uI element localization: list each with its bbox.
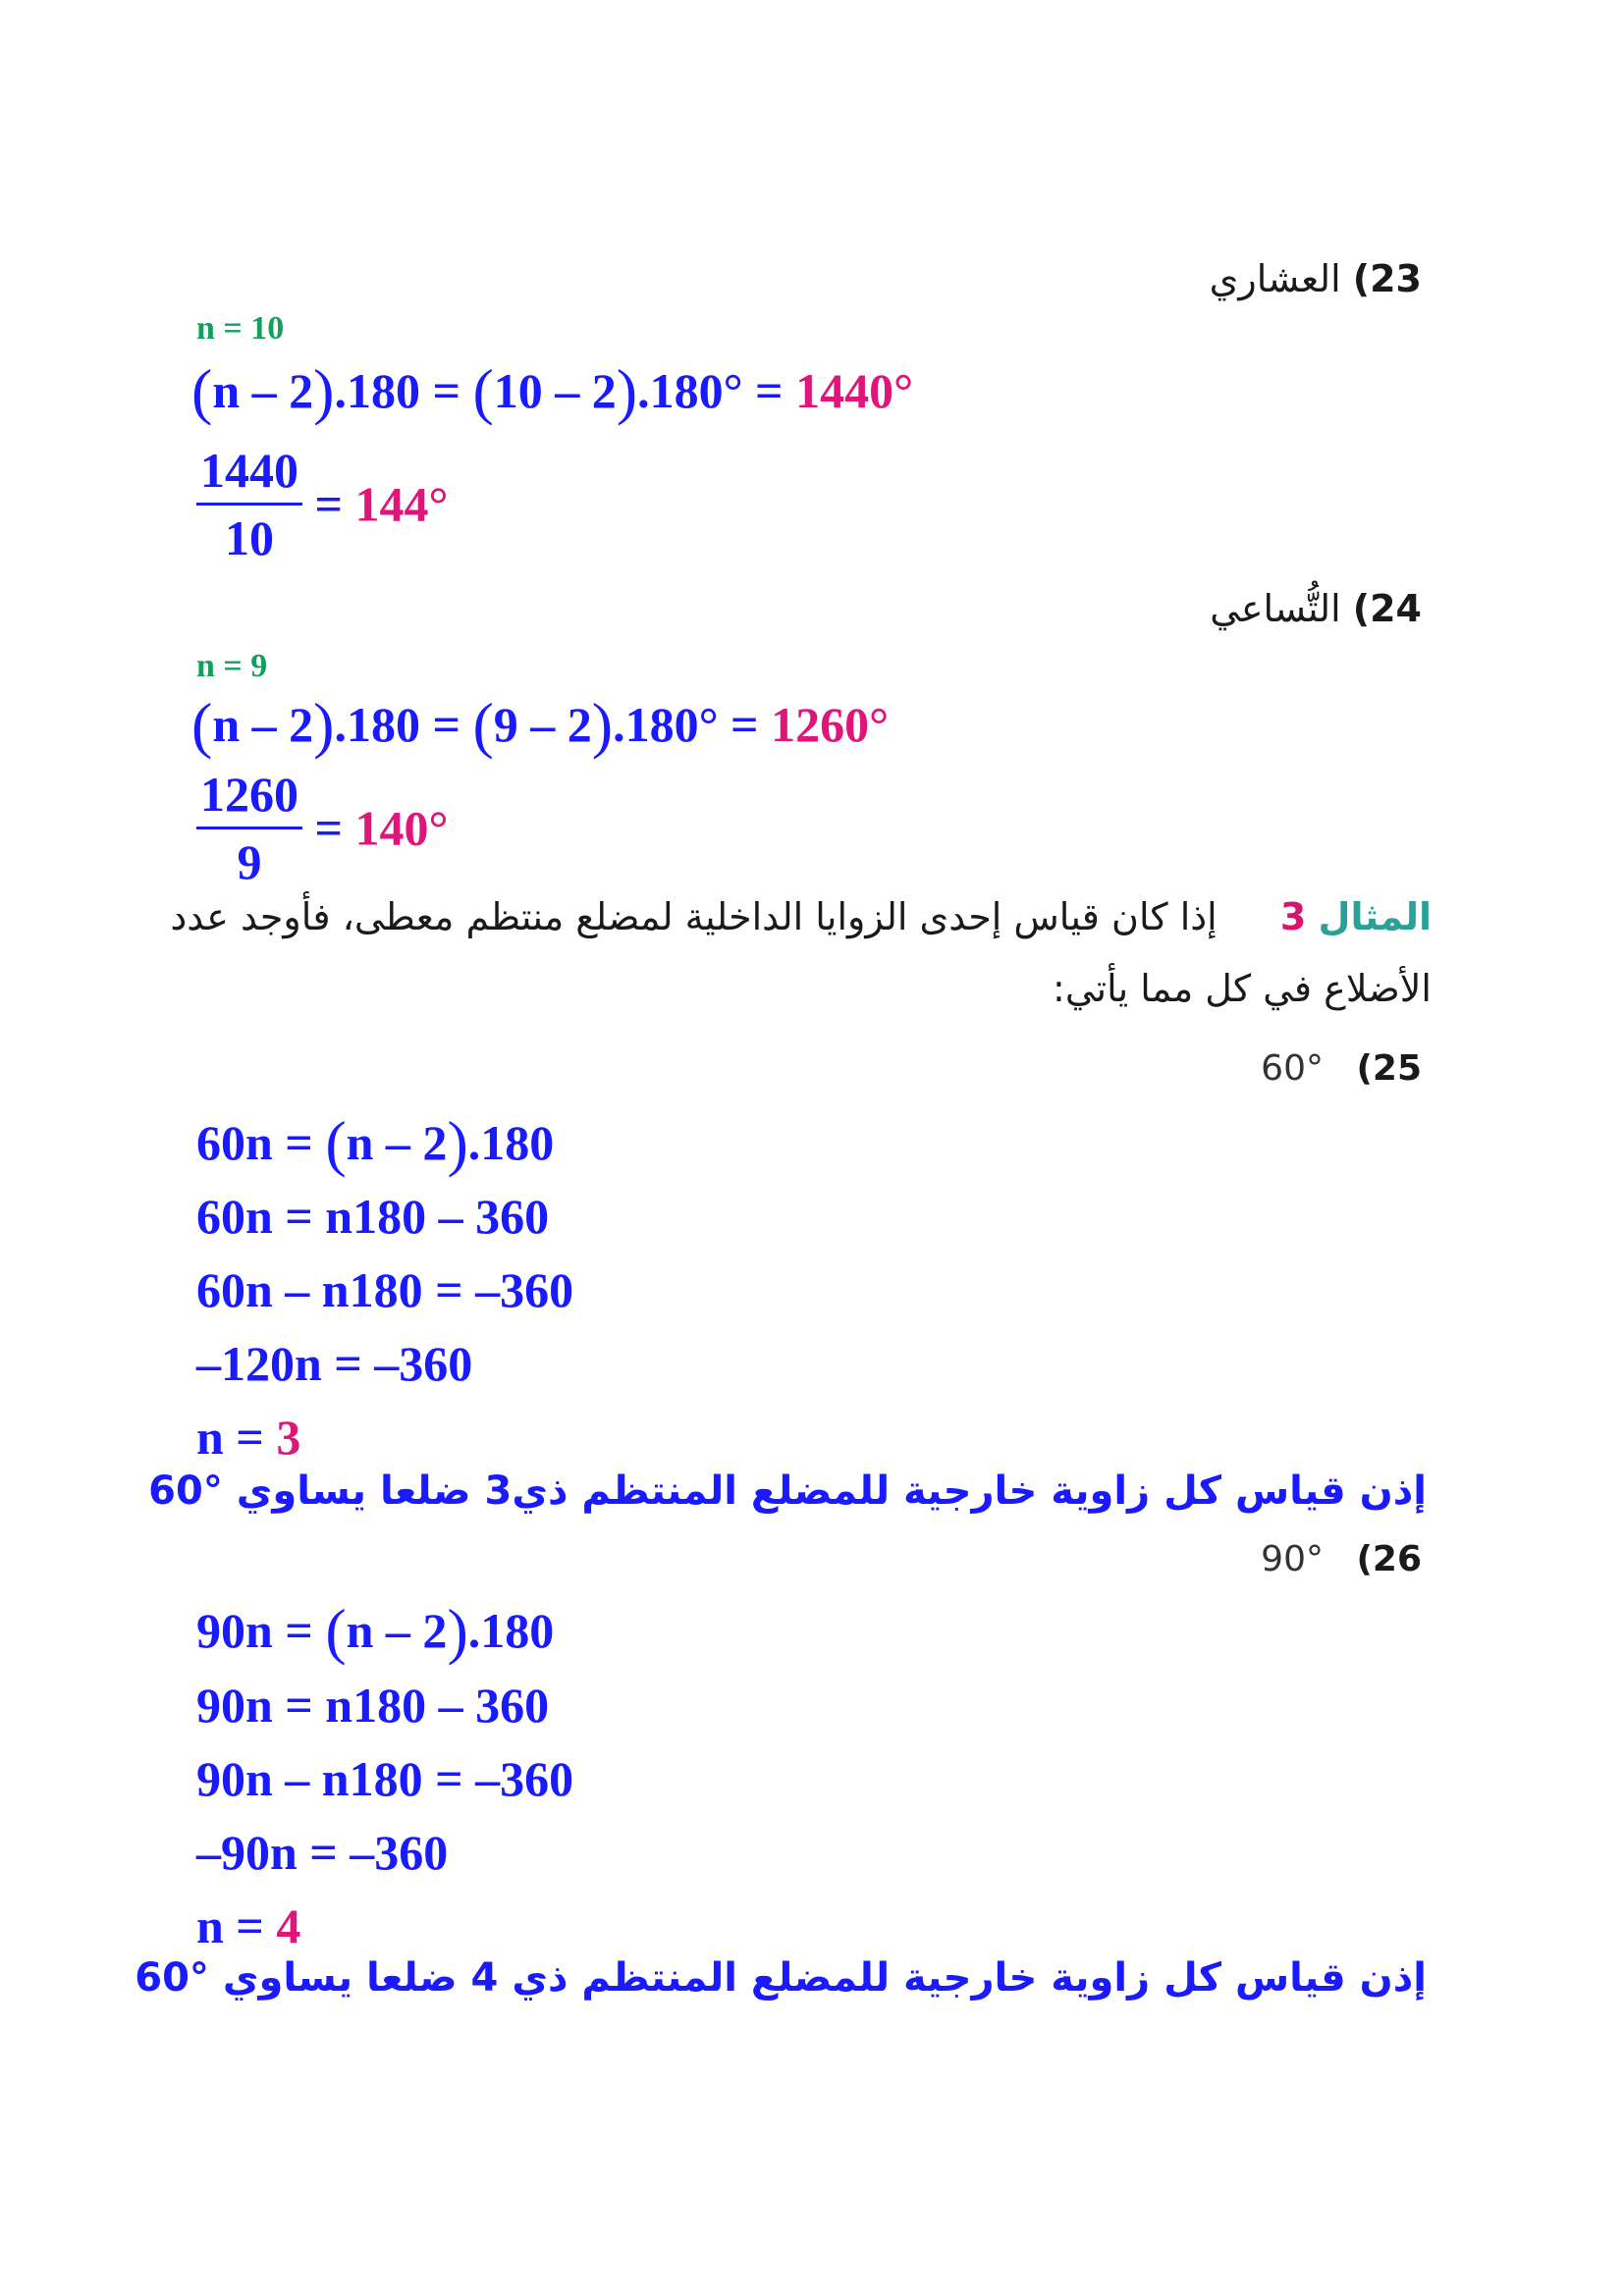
solution-23-interior-angle: 144° xyxy=(354,476,449,532)
example-3-text-line-2: الأضلاع في كل مما يأتي: xyxy=(1053,967,1432,1010)
question-23-header xyxy=(1210,257,1422,300)
question-25-angle: 60° xyxy=(1261,1048,1324,1089)
solution-26-line-3: 90n – n180 = –360 xyxy=(196,1751,574,1806)
solution-23-fraction: $\frac{1440}{10}$ = 144° xyxy=(196,442,449,566)
fraction-denominator: 9 xyxy=(237,834,262,889)
question-25-number: (25 xyxy=(1356,1048,1422,1089)
question-25-header xyxy=(1261,1048,1422,1089)
question-24-header xyxy=(1210,587,1422,630)
solution-23-angle-sum-equation: (n – 2).180 = (10 – 2).180° = 1440° xyxy=(191,356,914,426)
solution-25-line-5: n = 3 xyxy=(196,1410,301,1465)
solution-24-result: 1260° xyxy=(771,697,890,752)
solution-23-result: 1440° xyxy=(795,363,914,418)
solution-26-line-4: –90n = –360 xyxy=(196,1825,449,1880)
solution-24-fraction: $\frac{1260}{9}$ = 140° xyxy=(196,766,449,890)
question-26-header xyxy=(1261,1539,1422,1579)
solution-26-line-5: n = 4 xyxy=(196,1898,301,1953)
question-26-number: (26 xyxy=(1356,1539,1422,1579)
solution-26-line-1: 90n = (n – 2).180 xyxy=(196,1596,555,1666)
question-24-number: 24) xyxy=(1352,587,1422,630)
solution-24-n-value: n = 9 xyxy=(196,648,268,684)
solution-25-line-1: 60n = (n – 2).180 xyxy=(196,1108,555,1178)
fraction-numerator: 1260 xyxy=(196,766,302,829)
example-label: المثال xyxy=(1318,895,1432,938)
solution-25-conclusion: إذن قياس كل زاوية خارجية للمضلع المنتظم ذي3 ضلعا يساوي °60 xyxy=(148,1468,1427,1514)
question-23-label: العشاري xyxy=(1209,257,1341,300)
solution-25-line-3: 60n – n180 = –360 xyxy=(196,1262,574,1317)
question-24-label: التُّساعي xyxy=(1210,587,1341,630)
solution-24-angle-sum-equation: (n – 2).180 = (9 – 2).180° = 1260° xyxy=(191,690,890,760)
fraction-denominator: 10 xyxy=(225,510,274,565)
example-3-line-1 xyxy=(170,895,1432,938)
question-23-number: 23) xyxy=(1352,257,1422,300)
solution-25-line-4: –120n = –360 xyxy=(196,1336,473,1391)
solution-25-n-result: 3 xyxy=(276,1410,301,1465)
example-3-text-line-1: إذا كان قياس إحدى الزوايا الداخلية لمضلع منتظم معطى، فأوجد عدد xyxy=(170,895,1217,938)
solution-24-interior-angle: 140° xyxy=(354,800,449,856)
solution-26-line-2: 90n = n180 – 360 xyxy=(196,1678,550,1733)
fraction-numerator: 1440 xyxy=(196,442,302,506)
example-number: 3 xyxy=(1279,895,1307,938)
solution-26-n-result: 4 xyxy=(276,1898,301,1953)
question-26-angle: 90° xyxy=(1261,1539,1324,1579)
solution-26-conclusion: إذن قياس كل زاوية خارجية للمضلع المنتظم ذي 4 ضلعا يساوي °60 xyxy=(135,1955,1427,2001)
solution-23-n-value: n = 10 xyxy=(196,310,285,347)
solution-25-line-2: 60n = n180 – 360 xyxy=(196,1189,550,1244)
